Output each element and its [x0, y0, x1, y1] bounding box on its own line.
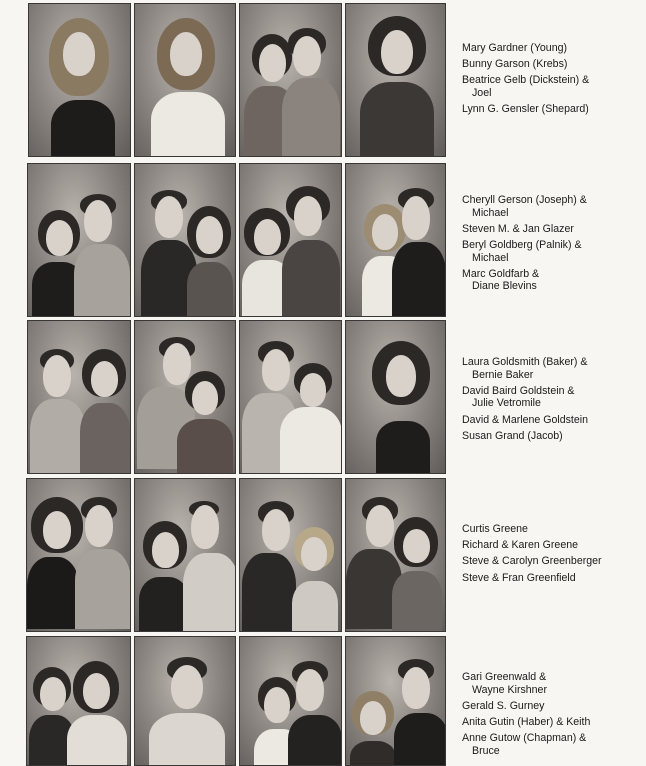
portrait-photo — [134, 163, 236, 317]
name-entry: Mary Gardner (Young) — [462, 42, 568, 54]
name-entry: Bunny Garson (Krebs) — [462, 58, 568, 71]
portrait-photo — [239, 636, 342, 766]
portrait-row-1 — [0, 0, 646, 160]
portrait-photo — [134, 320, 236, 474]
name-entry: Susan Grand (Jacob) — [462, 429, 563, 442]
portrait-row-2 — [0, 160, 646, 320]
portrait-photo — [345, 163, 446, 317]
name-entry: Gerald S. Gurney — [462, 699, 545, 712]
name-entry: Gari Greenwald & Wayne Kirshner — [462, 671, 547, 696]
portrait-photo — [26, 636, 131, 766]
names-list — [462, 523, 642, 588]
name-entry: Steve & Carolyn Greenberger — [462, 555, 602, 568]
portrait-photo — [134, 636, 236, 766]
portrait-photo — [27, 320, 131, 474]
name-entry: Marc Goldfarb & Diane Blevins — [462, 267, 540, 293]
portrait-row-4 — [0, 475, 646, 635]
portrait-photo — [28, 3, 131, 157]
name-entry: Lynn G. Gensler (Shepard) — [462, 103, 589, 116]
name-entry: Steve & Fran Greenfield — [462, 571, 576, 584]
portrait-photo — [239, 320, 342, 474]
portrait-photo — [134, 478, 236, 632]
name-entry: Curtis Greene — [462, 523, 528, 535]
portrait-photo — [345, 478, 446, 632]
portrait-photo — [27, 163, 131, 317]
name-entry: Richard & Karen Greene — [462, 539, 579, 552]
portrait-photo — [345, 636, 446, 766]
name-entry: Anne Gutow (Chapman) & Bruce — [462, 732, 587, 757]
names-list — [462, 42, 642, 119]
portrait-photo — [239, 163, 342, 317]
portrait-row-3 — [0, 317, 646, 477]
name-entry: Laura Goldsmith (Baker) & Bernie Baker — [462, 356, 588, 381]
name-entry: Beatrice Gelb (Dickstein) & Joel — [462, 74, 590, 99]
names-list — [462, 671, 642, 761]
name-entry: Anita Gutin (Haber) & Keith — [462, 715, 591, 728]
portrait-photo — [345, 3, 446, 157]
names-list — [462, 356, 642, 446]
portrait-photo — [26, 478, 131, 632]
name-entry: David & Marlene Goldstein — [462, 413, 589, 426]
portrait-photo — [345, 320, 446, 474]
name-entry: David Baird Goldstein & Julie Vetromile — [462, 384, 575, 410]
names-list — [462, 194, 642, 297]
name-entry: Steven M. & Jan Glazer — [462, 222, 574, 235]
portrait-photo — [239, 478, 342, 632]
portrait-row-5 — [0, 633, 646, 758]
name-entry: Beryl Goldberg (Palnik) & Michael — [462, 238, 582, 264]
portrait-photo — [239, 3, 342, 157]
name-entry: Cheryll Gerson (Joseph) & Michael — [462, 194, 587, 219]
portrait-photo — [134, 3, 236, 157]
